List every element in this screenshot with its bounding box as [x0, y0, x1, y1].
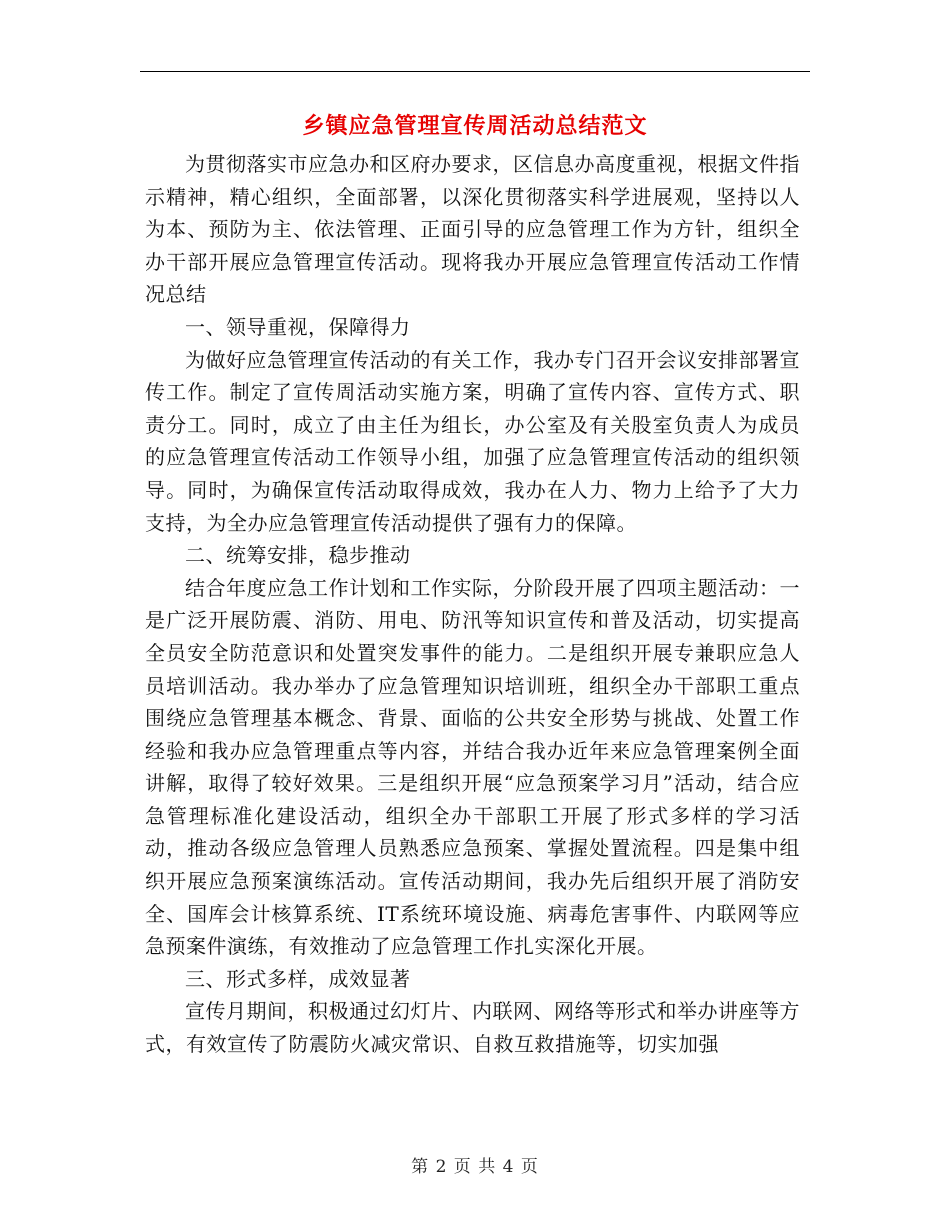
page-number-footer: 第 2 页 共 4 页	[411, 1157, 539, 1177]
section-heading-2: 二、统筹安排，稳步推动	[185, 543, 411, 568]
section-heading-3: 三、形式多样，成效显著	[185, 966, 411, 991]
paragraph-section-3: 宣传月期间，积极通过幻灯片、内联网、网络等形式和举办讲座等方式，有效宣传了防震防火减灾常识、自救互救措施等，切实加强	[145, 999, 800, 1057]
paragraph-section-1: 为做好应急管理宣传活动的有关工作，我办专门召开会议安排部署宣传工作。制定了宣传周活动实施方案，明确了宣传内容、宣传方式、职责分工。同时，成立了由主任为组长，办公室及有关股室负责人为成员的应急管理宣传活动工作领导小组，加强了应急管理宣传活动的组织领导。同时，为确保宣传活动取得成效，我办在人力、物力上给予了大力支持，为全办应急管理宣传活动提供了强有力的保障。	[145, 347, 800, 535]
header-rule	[140, 71, 810, 72]
paragraph-section-2: 结合年度应急工作计划和工作实际，分阶段开展了四项主题活动：一是广泛开展防震、消防、用电、防汛等知识宣传和普及活动，切实提高全员安全防范意识和处置突发事件的能力。二是组织开展专兼职应急人员培训活动。我办举办了应急管理知识培训班，组织全办干部职工重点围绕应急管理基本概念、背景、面临的公共安全形势与挑战、处置工作经验和我办应急管理重点等内容，并结合我办近年来应急管理案例全面讲解，取得了较好效果。三是组织开展“应急预案学习月”活动，结合应急管理标准化建设活动，组织全办干部职工开展了形式多样的学习活动，推动各级应急管理人员熟悉应急预案、掌握处置流程。四是集中组织开展应急预案演练活动。宣传活动期间，我办先后组织开展了消防安全、国库会计核算系统、IT系统环境设施、病毒危害事件、内联网等应急预案件演练，有效推动了应急管理工作扎实深化开展。	[145, 575, 800, 959]
paragraph-intro: 为贯彻落实市应急办和区府办要求，区信息办高度重视，根据文件指示精神，精心组织，全面部署，以深化贯彻落实科学进展观，坚持以人为本、预防为主、依法管理、正面引导的应急管理工作为方针，组织全办干部开展应急管理宣传活动。现将我办开展应急管理宣传活动工作情况总结	[145, 152, 800, 307]
document-title: 乡镇应急管理宣传周活动总结范文	[302, 113, 648, 139]
document-body	[145, 148, 800, 1061]
section-heading-1: 一、领导重视，保障得力	[185, 314, 411, 339]
